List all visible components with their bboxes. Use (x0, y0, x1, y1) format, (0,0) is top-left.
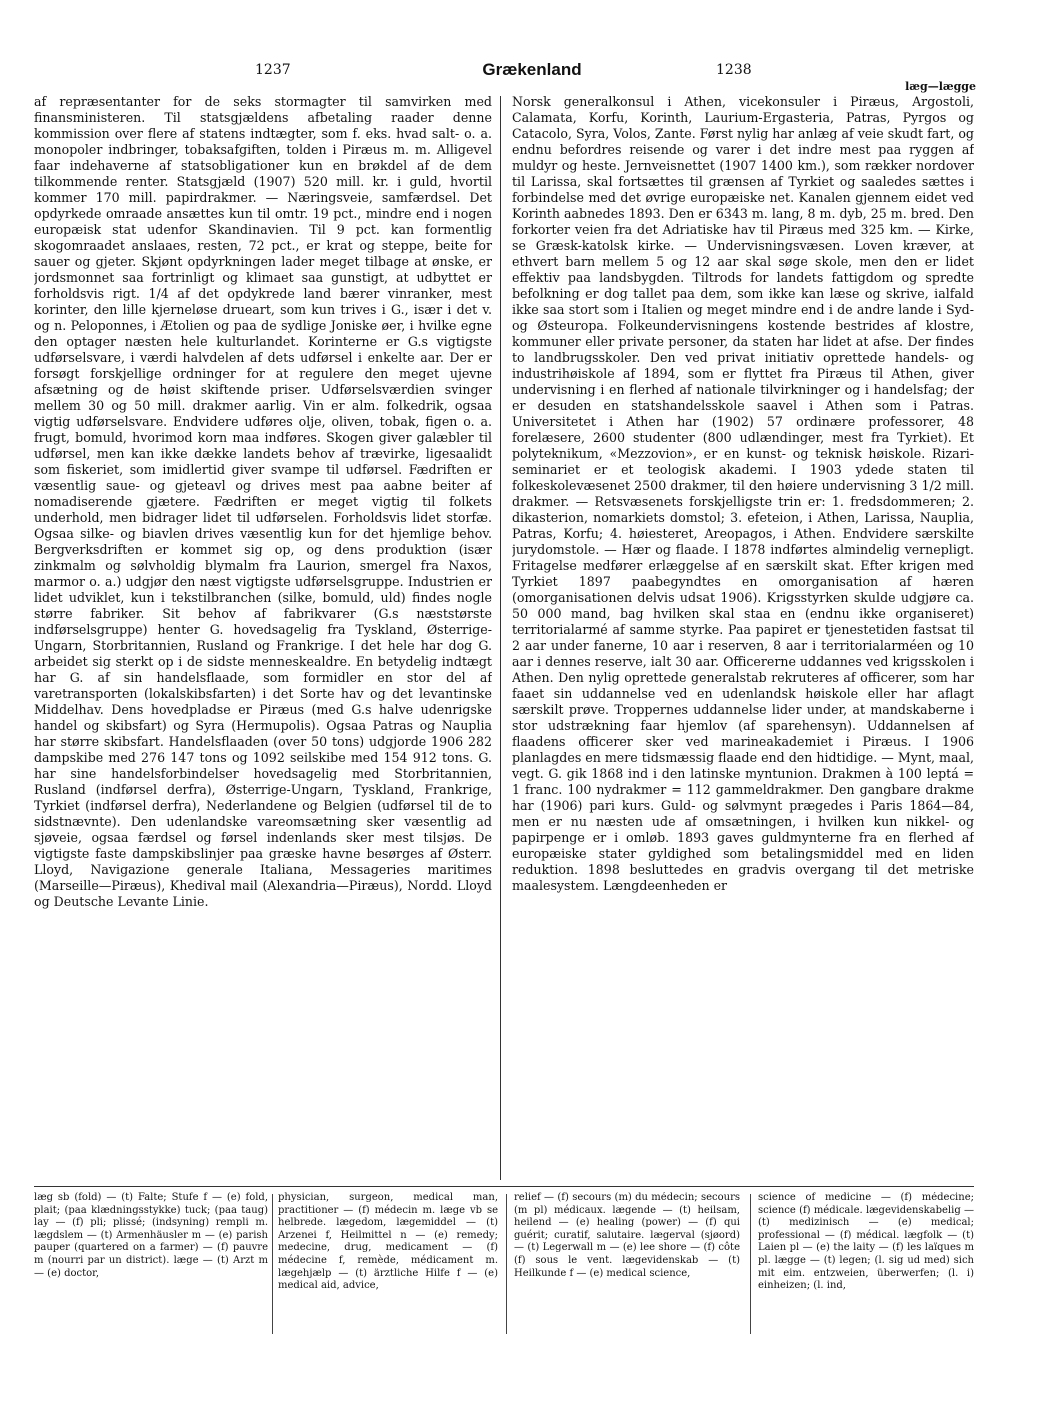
footnote-column-2: physician, surgeon, medical man, practitioner — (f) médecin m. læge vb se helbrede. lægedom, lægemiddel — (t) Arzenei f, Heilmittel n — (e) remedy; medecine, drug, medicament — (f) médecine f, remède, médicament m. lægehjælp — (t) ärztliche Hilfe f — (e) medical aid, advice, (278, 1192, 498, 1292)
footnote-divider-1 (272, 1194, 273, 1334)
footnote-divider-2 (506, 1194, 507, 1334)
column-left-text: af repræsentanter for de seks stormagter til samvirken med finansministeren. Til statsgjældens afbetaling raader denne kommission over flere af statens indtægter, som f. eks. hvad salt- o. a. monopoler indbringer, tobaksafgiften, tolden i Piræus m. m. Alligevel faar indehaverne af statsobligationer kun en brøkdel af de dem tilkommende renter. Statsgjæld (1907) 520 mill. kr. i guld, hvortil kommer 170 mill. papirdrakmer. — Næringsveie, samfærdsel. Det opdyrkede omraade ansættes kun til omtr. 19 pct., mindre end i nogen europæisk stat udenfor Skandinavien. Til 9 pct. kan formentlig skogomraadet anslaaes, resten, 72 pct., er krat og steppe, beite for sauer og gjeter. Skjønt opdyrkningen lader meget tilbage at ønske, er jordsmonnet saa fortrinligt og klimaet saa gunstigt, at udbyttet er forholdsvis rigt. 1/4 af det opdykrede land bærer vinranker, mest korinter, den lille kjerneløse drueart, som kun trives i G., især i det v. og n. Peloponnes, i Ætolien og paa de sydlige Joniske øer, i hvilke egne den optager næsten hele kulturlandet. Korinterne er G.s vigtigste udførselsvare, i værdi halvdelen af dets udførsel i enkelte aar. Der er forsøgt forskjellige ordninger for at regulere den meget ujevne afsætning og de høist skiftende priser. Udførselsværdien svinger mellem 30 og 50 mill. drakmer aarlig. Vin er alm. folkedrik, ogsaa vigtig udførselsvare. Endvidere udføres olje, oliven, tobak, figen o. a. frugt, bomuld, hvorimod korn maa indføres. Skogen giver galæbler til udførsel, men kan ikke dække landets behov af trævirke, ligesaalidt som fiskeriet, som imidlertid giver svampe til udførsel. Fædriften er væsentlig saue- og gjeteavl og drives mest paa aabne beiter af nomadiserende gjætere. Fædriften er meget vigtig til folkets underhold, men bidrager lidet til udførselen. Forholdsvis lidet storfæ. Ogsaa silke- og biavlen drives væsentlig kun for det hjemlige behov. Bergverksdriften er kommet sig op, og dens produktion (især zinkmalm og sølvholdig blymalm fra Laurion, smergel fra Naxos, marmor o. a.) udgjør den næst vigtigste udførselsgruppe. Industrien er lidet udviklet, kun i tekstilbranchen (silke, bomuld, uld) findes nogle større fabriker. Sit behov af fabrikvarer (G.s næststørste indførselsgruppe) henter G. hovedsagelig fra Tyskland, Østerrige-Ungarn, Storbritannien, Rusland og Frankrige. I det hele har dog G. arbeidet sig sterkt op i de sidste menneskealdre. En betydelig indtægt har G. af sin handelsflaade, som formidler en stor del af varetransporten (lokalskibsfarten) i det Sorte hav og det levantinske Middelhav. Dens hovedpladse er Piræus (med G.s halve udenrigske handel og skibsfart) og Syra (Hermupolis). Ogsaa Patras og Nauplia har større skibsfart. Handelsflaaden (over 50 tons) udgjorde 1906 282 dampskibe med 276 147 tons og 1092 seilskibe med 154 912 tons. G. har sine handelsforbindelser hovedsagelig med Storbritannien, Rusland (indførsel derfra), Østerrige-Ungarn, Tyskland, Frankrige, Tyrkiet (indførsel derfra), Nederlandene og Belgien (udførsel til de to sidstnævnte). Den udenlandske vareomsætning sker væsentlig ad sjøveie, ogsaa færdsel og førsel indenlands sker mest tilsjøs. De vigtigste faste dampskibslinjer paa græske havne besørges af Østerr. Lloyd, Navigazione generale Italiana, Messageries maritimes (Marseille—Piræus), Khedival mail (Alexandria—Piræus), Nordd. Lloyd og Deutsche Levante Linie. (34, 94, 492, 909)
page-number-left: 1237 (255, 62, 291, 78)
footnote-separator (34, 1186, 974, 1187)
footnote-column-3: relief — (f) secours (m) du médecin; secours (m pl) médicaux. lægende — (t) heilsam, heilend — (e) healing (power) — (f) qui guérit; curatif, salutaire. lægerval (sjøord) — (t) Legerwall m — (e) lee shore — (f) côte (f) sous le vent. lægevidenskab — (t) Heilkunde f — (e) medical science, (514, 1192, 740, 1279)
footnote-divider-3 (750, 1194, 751, 1334)
column-divider (500, 96, 501, 1180)
footnote-column-1: læg sb (fold) — (t) Falte; Stufe f — (e) fold, plait; (paa klædningsstykke) tuck; (paa taug) lay — (f) pli; plissé; (indsyning) rempli m. lægdslem — (t) Armenhäusler m — (e) parish pauper (quartered on a farmer) — (f) pauvre m (nourri par un district). læge — (t) Arzt m — (e) doctor, (34, 1192, 268, 1279)
column-right-text: Norsk generalkonsul i Athen, vicekonsuler i Piræus, Argostoli, Calamata, Korfu, Korinth, Laurium-Ergasteria, Patras, Pyrgos og Catacolo, Syra, Volos, Zante. Først nylig har anlæg af veie skudt fart, og endnu befordres reisende og varer i det indre mest paa ryggen af muldyr og heste. Jernveisnettet (1907 1400 km.), som rækker nordover til Larissa, skal fortsættes til grænsen af Tyrkiet og saaledes sættes i forbindelse med det øvrige europæiske net. Kanalen gjennem eidet ved Korinth aabnedes 1893. Den er 6343 m. lang, 8 m. dyb, 25 m. bred. Den forkorter veien fra det Adriatiske hav til Piræus med 325 km. — Kirke, se Græsk-katolsk kirke. — Undervisningsvæsen. Loven kræver, at ethvert barn mellem 5 og 12 aar skal søge skole, men den er lidet effektiv paa landsbygden. Tiltrods for landets fattigdom og spredte befolkning er dog tallet paa dem, som ikke kan læse og skrive, ialfald ikke saa stort som i Italien og meget mindre end i de andre lande i Syd- og Østeuropa. Folkeundervisningens kostende bestrides af klostre, kommuner eller private personer, da staten har lidet at afse. Der findes to landbrugsskoler. Den ved privat initiativ oprettede handels- og industrihøiskole af 1894, som er flyttet fra Piræus til Athen, giver undervisning i en flerhed af nationale tilvirkninger og i handelsfag; der er desuden en statshandelsskole saavel i Athen som i Patras. Universitetet i Athen har (1902) 57 ordinære professorer, 48 forelæsere, 2600 studenter (800 udlændinger, mest fra Tyrkiet). Et polyteknikum, «Mezzovion», er en kunst- og teknisk høiskole. Rizari-seminariet er et teologisk akademi. I 1903 ydede staten til folkeskolevæsenet 2500 drakmer, til den høiere undervisning 3 1/2 mill. drakmer. — Retsvæsenets forskjelligste trin er: 1. fredsdommeren; 2. dikasterion, nomarkiets domstol; 3. efeteion, i Athen, Larissa, Nauplia, Patras, Korfu; 4. høiesteret, Areopagos, i Athen. Endvidere særskilte jurydomstole. — Hær og flaade. I 1878 indførtes almindelig vernepligt. Fritagelse medfører erlæggelse af en særskilt skat. Efter krigen med Tyrkiet 1897 paabegyndtes en omorganisation af hæren (omorganisationen delvis udsat 1906). Krigsstyrken skulde udgjøre ca. 50 000 mand, bag hvilken skal staa en (endnu ikke organiseret) territorialarmé af samme styrke. Paa papiret er tjenestetiden fastsat til 2 aar under fanerne, 10 aar i reserven, 8 aar i territorialarméen og 10 aar i dennes reserve, ialt 30 aar. Officererne uddannes ved krigsskolen i Athen. Den nylig oprettede generalstab rekruteres af officerer, som har faaet sin uddannelse ved en udenlandsk høiskole eller har aflagt særskilt prøve. Troppernes uddannelse lider under, at mandskaberne i stor udstrækning faar hjemlov (af sparehensyn). Uddannelsen af flaadens officerer sker ved marineakademiet i Piræus. I 1906 planlagdes en mere tidsmæssig flaade end den hidtidige. — Mynt, maal, vegt. G. gik 1868 ind i den latinske myntunion. Drakmen à 100 leptá = 1 franc. 100 nydrakmer = 112 gammeldrakmer. Den gangbare drakme har (1906) pari kurs. Guld- og sølvmynt prægedes i Paris 1864—84, men er nu næsten ude af omsætningen, i hvilken kun nikkel- og papirpenge er i omløb. 1893 gaves guldmynterne fra en flerhed af europæiske stater gyldighed som betalingsmiddel med en liden reduktion. 1898 besluttedes en gradvis overgang til det metriske maalesystem. Længdeenheden er (512, 94, 974, 893)
page-title: Grækenland (482, 60, 582, 79)
page-number-right: 1238 (716, 62, 752, 78)
footnote-column-4: science of medicine — (f) médecine; science (f) médicale. lægevidenskabelig — (t) medizinisch — (e) medical; professional — (f) médical. lægfolk — (t) Laien pl — (e) the laity — (f) les laïques m pl. lægge — (t) legen; (l. sig ud med) sich mit eim. entzweien, überwerfen; (l. i) einheizen; (l. ind, (758, 1192, 974, 1292)
guide-words: læg—lægge (905, 80, 976, 93)
